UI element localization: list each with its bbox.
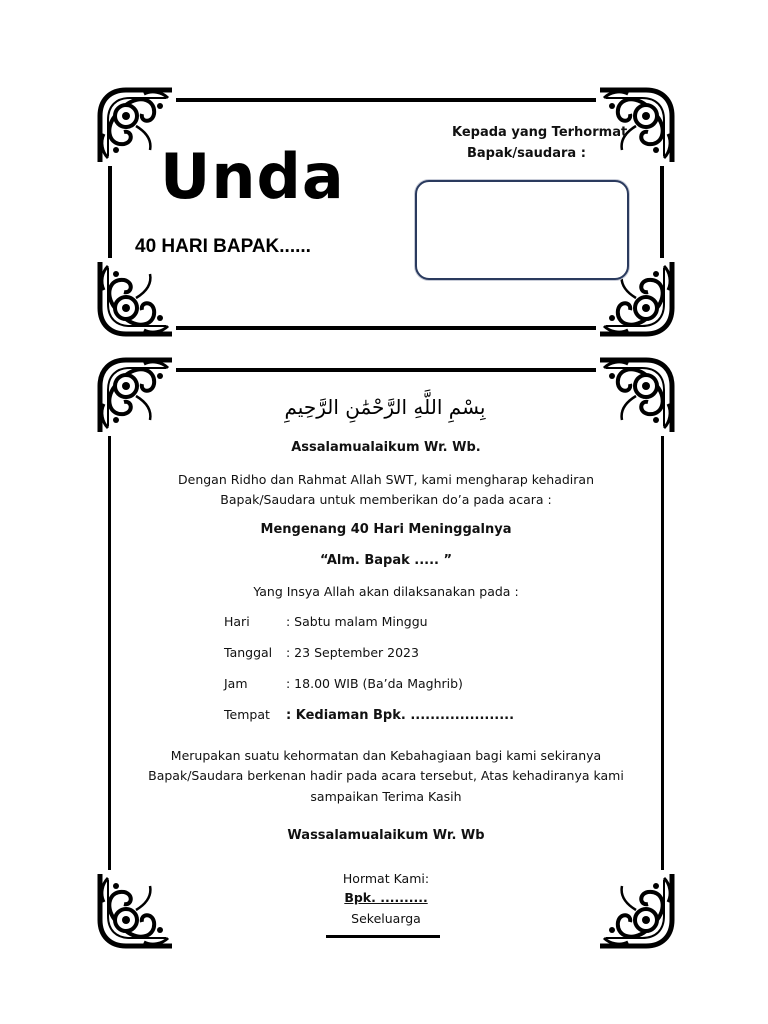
cover-subtitle: 40 HARI BAPAK...... <box>135 236 311 257</box>
detail-label: Jam <box>224 676 248 691</box>
recipient-line-2: Bapak/saudara : <box>467 146 586 161</box>
signoff-family: Sekeluarga <box>351 911 421 926</box>
farewell: Wassalamualaikum Wr. Wb <box>287 828 485 843</box>
recipient-label <box>452 122 627 164</box>
event-name: “Alm. Bapak ..... ” <box>319 553 453 568</box>
ornament-corner-icon <box>96 356 176 436</box>
recipient-address-box[interactable] <box>415 180 629 280</box>
signoff-name: Bpk. .......... <box>344 890 428 905</box>
ornament-corner-icon <box>596 356 676 436</box>
recipient-line-1: Kepada yang Terhormat <box>452 125 628 140</box>
greeting: Assalamualaikum Wr. Wb. <box>291 440 481 455</box>
frame-top-border <box>176 368 596 372</box>
intro-line-2: Bapak/Saudara untuk memberikan do’a pada acara : <box>220 492 552 507</box>
closing-line-2: Bapak/Saudara berkenan hadir pada acara tersebut, Atas kehadiranya kami <box>148 768 624 783</box>
detail-label: Hari <box>224 614 250 629</box>
cover-title: Unda <box>160 140 345 213</box>
event-title: Mengenang 40 Hari Meninggalnya <box>260 522 512 537</box>
detail-value: : 18.00 WIB (Ba’da Maghrib) <box>286 676 463 691</box>
detail-value: : Kediaman Bpk. ..................... <box>286 708 515 723</box>
frame-left-border <box>108 166 112 258</box>
detail-row-place <box>224 707 514 723</box>
schedule-intro: Yang Insya Allah akan dilaksanakan pada : <box>253 584 519 599</box>
bismillah-text: بِسْمِ اللَّهِ الرَّحْمَٰنِ الرَّحِيمِ <box>284 395 486 419</box>
bismillah-calligraphy <box>270 386 500 426</box>
intro-line-1: Dengan Ridho dan Rahmat Allah SWT, kami mengharap kehadiran <box>178 472 594 487</box>
detail-value: : Sabtu malam Minggu <box>286 614 428 629</box>
detail-row-day <box>224 614 428 629</box>
closing-line-3: sampaikan Terima Kasih <box>310 789 462 804</box>
detail-row-time <box>224 676 463 691</box>
detail-label: Tanggal <box>224 645 273 660</box>
ornament-corner-icon <box>96 258 176 338</box>
signoff-label: Hormat Kami: <box>342 871 430 886</box>
frame-bottom-border <box>326 935 440 938</box>
frame-right-border <box>660 166 664 258</box>
frame-bottom-border <box>176 326 596 330</box>
detail-label: Tempat <box>224 707 270 722</box>
detail-row-date <box>224 645 419 660</box>
closing-line-1: Merupakan suatu kehormatan dan Kebahagiaan bagi kami sekiranya <box>170 748 602 763</box>
detail-value: : 23 September 2023 <box>286 645 419 660</box>
frame-top-border <box>176 98 596 102</box>
